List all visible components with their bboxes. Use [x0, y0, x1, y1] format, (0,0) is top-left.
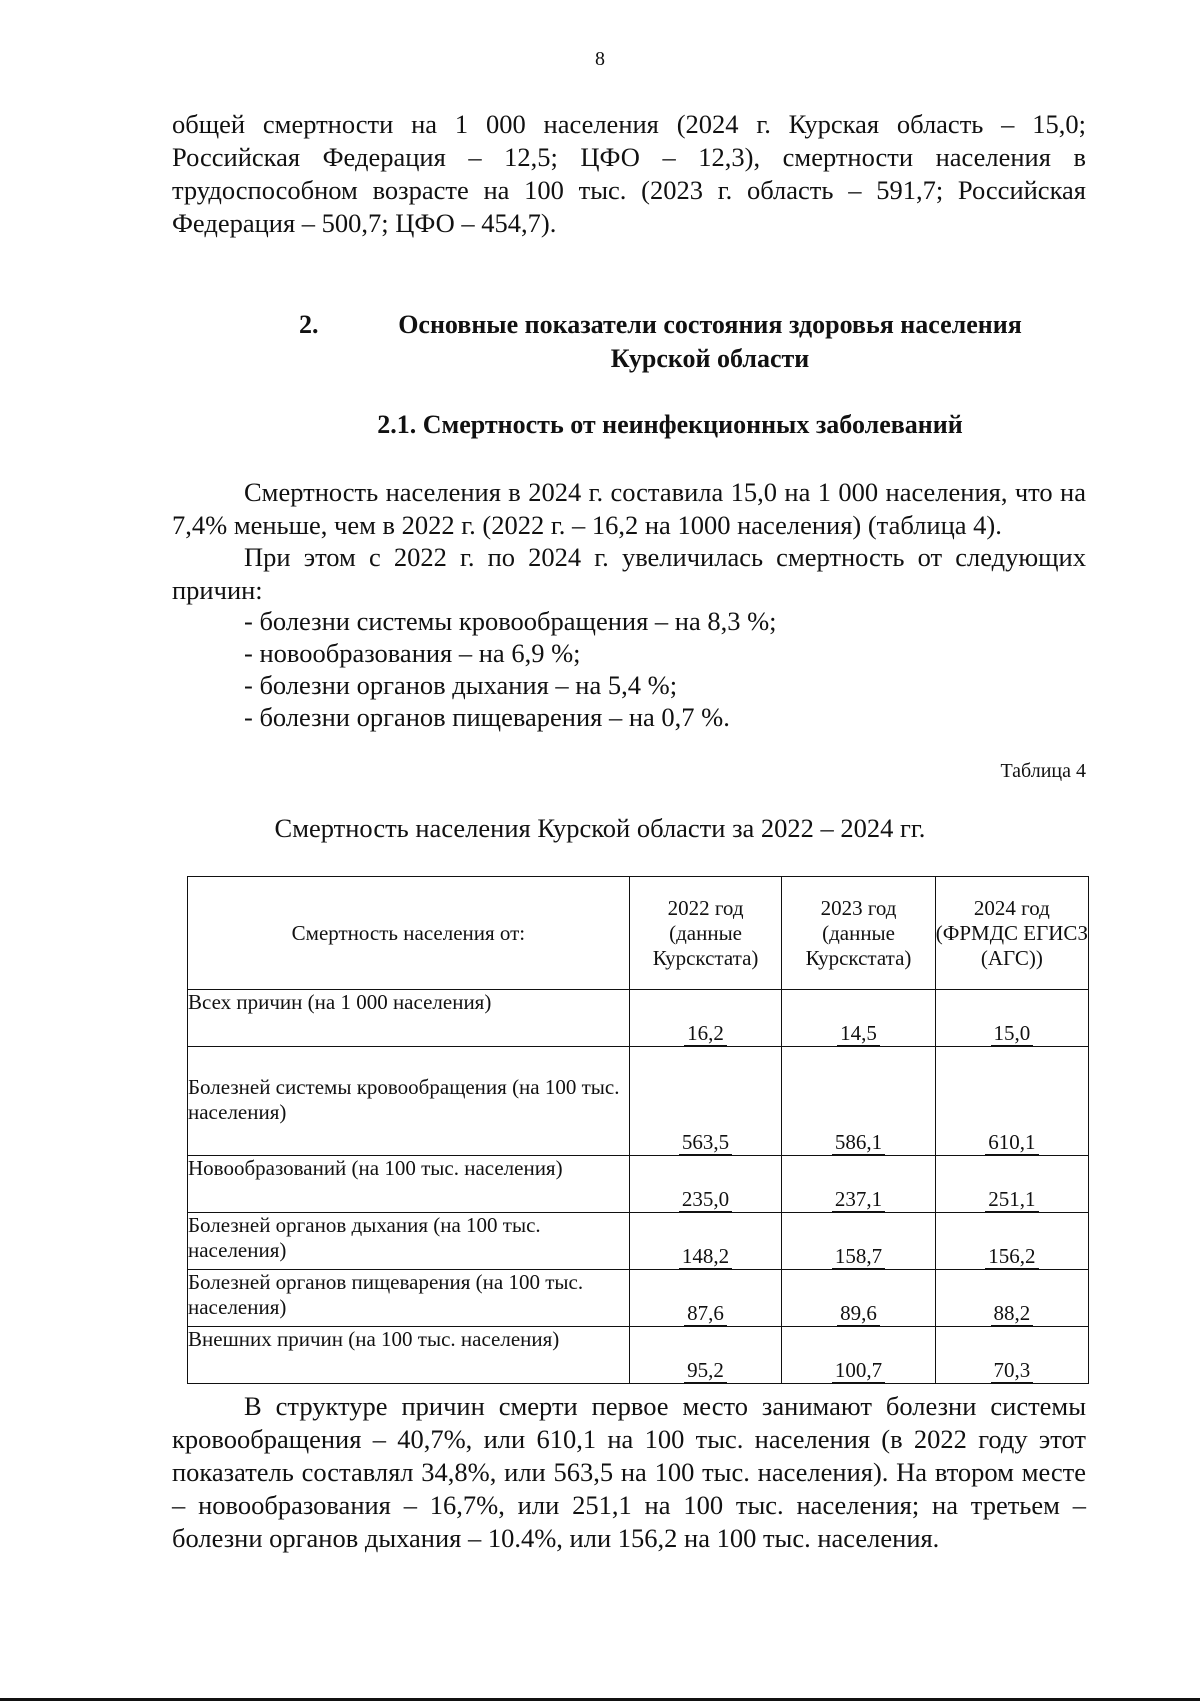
table-row	[188, 990, 1089, 1047]
subsection-title: 2.1. Смертность от неинфекционных заболеваний	[377, 410, 963, 439]
list-item: - новообразования – на 6,9 %;	[244, 638, 581, 668]
intro-paragraph: общей смертности на 1 000 населения (2024 г. Курская область – 15,0; Российская Федерация – 12,5; ЦФО – 12,3), смертности населения в трудоспособном возрасте на 100 тыс. (2023 г. область – 591,7; Российская Федерация – 500,7; ЦФО – 454,7).	[172, 109, 1086, 238]
row-label: Всех причин (на 1 000 населения)	[188, 990, 630, 1047]
table-row	[188, 1270, 1089, 1327]
section-title: Основные показатели состояния здоровья населения Курской области	[398, 310, 1022, 373]
row-label: Внешних причин (на 100 тыс. населения)	[188, 1327, 630, 1384]
cell-value: 16,2	[684, 1021, 727, 1046]
page-bottom-border	[0, 1698, 1200, 1701]
paragraph-increase-causes: При этом с 2022 г. по 2024 г. увеличилась смертность от следующих причин:	[172, 542, 1086, 605]
causes-list	[244, 605, 777, 733]
cell-value: 235,0	[679, 1187, 732, 1212]
table-row	[188, 1327, 1089, 1384]
cell-value: 89,6	[837, 1301, 880, 1326]
header-2024: 2024 год (ФРМДС ЕГИСЗ (АГС))	[935, 877, 1088, 990]
row-label: Новообразований (на 100 тыс. населения)	[188, 1156, 630, 1213]
table-number-note: Таблица 4	[1000, 760, 1086, 782]
cell-value: 158,7	[832, 1244, 885, 1269]
cell-value: 237,1	[832, 1187, 885, 1212]
row-label: Болезней органов дыхания (на 100 тыс. населения)	[188, 1213, 630, 1270]
header-2022: 2022 год (данные Курскстата)	[629, 877, 781, 990]
table-row	[188, 1047, 1089, 1156]
list-item: - болезни органов дыхания – на 5,4 %;	[244, 670, 678, 700]
table-row	[188, 1213, 1089, 1270]
cell-value: 148,2	[679, 1244, 732, 1269]
table-title: Смертность населения Курской области за 2022 – 2024 гг.	[274, 813, 926, 843]
mortality-table	[187, 876, 1089, 1384]
cell-value: 70,3	[991, 1358, 1034, 1383]
list-item: - болезни органов пищеварения – на 0,7 %.	[244, 702, 730, 732]
list-item: - болезни системы кровообращения – на 8,3 %;	[244, 606, 777, 636]
cell-value: 586,1	[832, 1130, 885, 1155]
page-number: 8	[595, 48, 605, 70]
section-number: 2.	[299, 310, 319, 339]
table-header-row	[188, 877, 1089, 990]
table-row	[188, 1156, 1089, 1213]
header-cause: Смертность населения от:	[188, 877, 630, 990]
cell-value: 14,5	[837, 1021, 880, 1046]
cell-value: 156,2	[985, 1244, 1038, 1269]
cell-value: 95,2	[684, 1358, 727, 1383]
cell-value: 88,2	[991, 1301, 1034, 1326]
row-label: Болезней системы кровообращения (на 100 тыс. населения)	[188, 1047, 630, 1156]
paragraph-mortality-2024: Смертность населения в 2024 г. составила 15,0 на 1 000 населения, что на 7,4% меньше, чем в 2022 г. (2022 г. – 16,2 на 1000 населения) (таблица 4).	[172, 477, 1086, 540]
cell-value: 100,7	[832, 1358, 885, 1383]
cell-value: 87,6	[684, 1301, 727, 1326]
closing-paragraph: В структуре причин смерти первое место занимают болезни системы кровообращения – 40,7%, или 610,1 на 100 тыс. населения (в 2022 году этот показатель составлял 34,8%, или 563,5 на 100 тыс. населения). На втором месте – новообразования – 16,7%, или 251,1 на 100 тыс. населения; на третьем – болезни органов дыхания – 10.4%, или 156,2 на 100 тыс. населения.	[172, 1391, 1086, 1553]
cell-value: 610,1	[985, 1130, 1038, 1155]
cell-value: 251,1	[985, 1187, 1038, 1212]
cell-value: 563,5	[679, 1130, 732, 1155]
cell-value: 15,0	[991, 1021, 1034, 1046]
row-label: Болезней органов пищеварения (на 100 тыс. населения)	[188, 1270, 630, 1327]
header-2023: 2023 год (данные Курскстата)	[782, 877, 935, 990]
